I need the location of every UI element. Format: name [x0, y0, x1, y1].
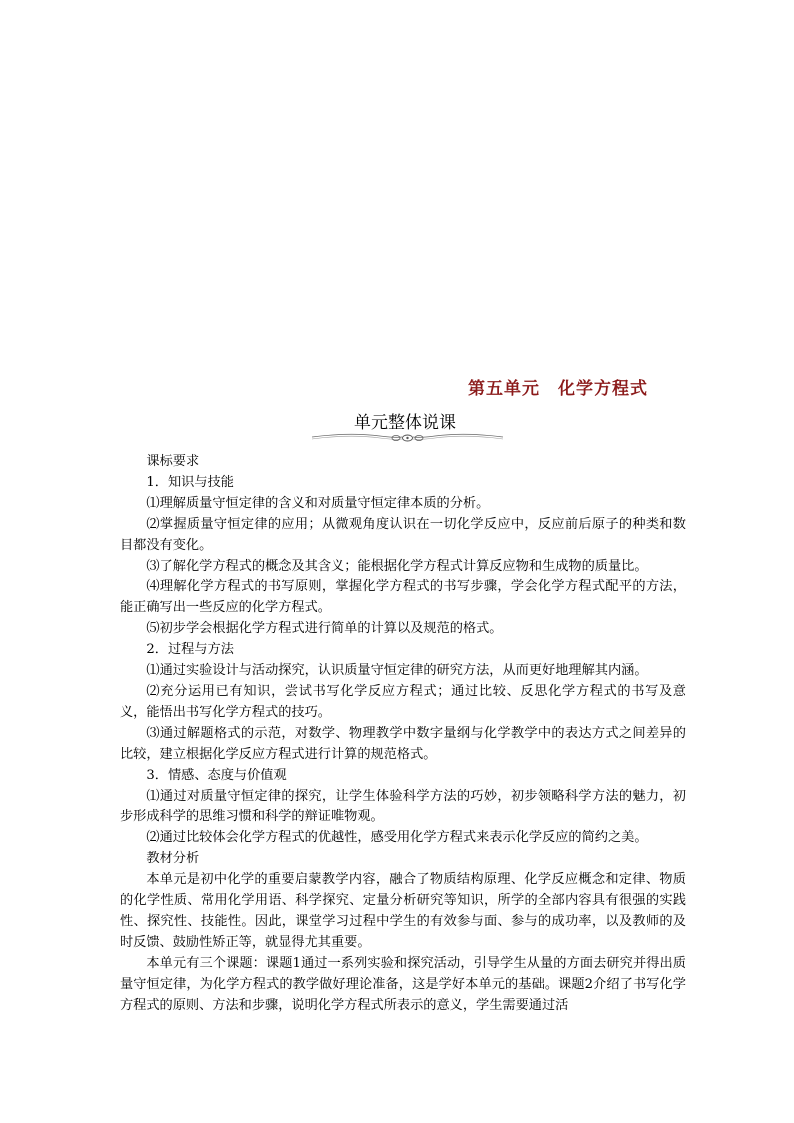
paragraph: ⑸初步学会根据化学方程式进行简单的计算以及规范的格式。: [146, 621, 503, 637]
paragraph: ⑵掌握质量守恒定律的应用；从微观角度认识在一切化学反应中，反应前后原子的种类和数目都没有变化。: [120, 516, 686, 553]
paragraph: ⑷理解化学方程式的书写原则，掌握化学方程式的书写步骤，学会化学方程式配平的方法，能正确写出一些反应的化学方程式。: [120, 579, 686, 616]
heading-textbook-analysis: 教材分析: [146, 851, 200, 867]
section-title: 单元整体说课: [354, 413, 456, 433]
paragraph: ⑵充分运用已有知识，尝试书写化学反应方程式；通过比较、反思化学方程式的书写及意义，能悟出书写化学方程式的技巧。: [120, 683, 686, 720]
paragraph: ⑵通过比较体会化学方程式的优越性，感受用化学方程式来表示化学反应的简约之美。: [146, 830, 648, 846]
paragraph: ⑶了解化学方程式的概念及其含义；能根据化学方程式计算反应物和生成物的质量比。: [146, 558, 648, 574]
paragraph: 本单元是初中化学的重要启蒙教学内容，融合了物质结构原理、化学反应概念和定律、物质的化学性质、常用化学用语、科学探究、定量分析研究等知识，所学的全部内容具有很强的实践性、探究性、技能性。因此，课堂学习过程中学生的有效参与面、参与的成功率，以及教师的及时反馈、鼓励性矫正等，就显得尤其重要。: [120, 872, 686, 950]
document-body: [120, 452, 686, 1016]
heading-knowledge-skills: 1．知识与技能: [146, 474, 234, 490]
unit-title: 第五单元 化学方程式: [468, 379, 648, 399]
paragraph: ⑴通过对质量守恒定律的探究，让学生体验科学方法的巧妙，初步领略科学方法的魅力，初步形成科学的思维习惯和科学的辩证唯物观。: [120, 788, 686, 825]
heading-curriculum-requirements: 课标要求: [146, 454, 200, 469]
paragraph: ⑴通过实验设计与活动探究，认识质量守恒定律的研究方法，从而更好地理解其内涵。: [146, 663, 648, 679]
decorative-divider-icon: [310, 430, 505, 444]
paragraph: 本单元有三个课题：课题1通过一系列实验和探究活动，引导学生从量的方面去研究并得出质量守恒定律，为化学方程式的教学做好理论准备，这是学好本单元的基础。课题2介绍了书写化学方程式的原则、方法和步骤，说明化学方程式所表示的意义，学生需要通过活: [120, 955, 686, 1013]
heading-process-methods: 2．过程与方法: [146, 642, 234, 658]
heading-emotion-values: 3．情感、态度与价值观: [146, 767, 287, 783]
paragraph: ⑶通过解题格式的示范，对数学、物理教学中数字量纲与化学教学中的表达方式之间差异的比较，建立根据化学反应方程式进行计算的规范格式。: [120, 725, 686, 762]
paragraph: ⑴理解质量守恒定律的含义和对质量守恒定律本质的分析。: [146, 495, 490, 511]
